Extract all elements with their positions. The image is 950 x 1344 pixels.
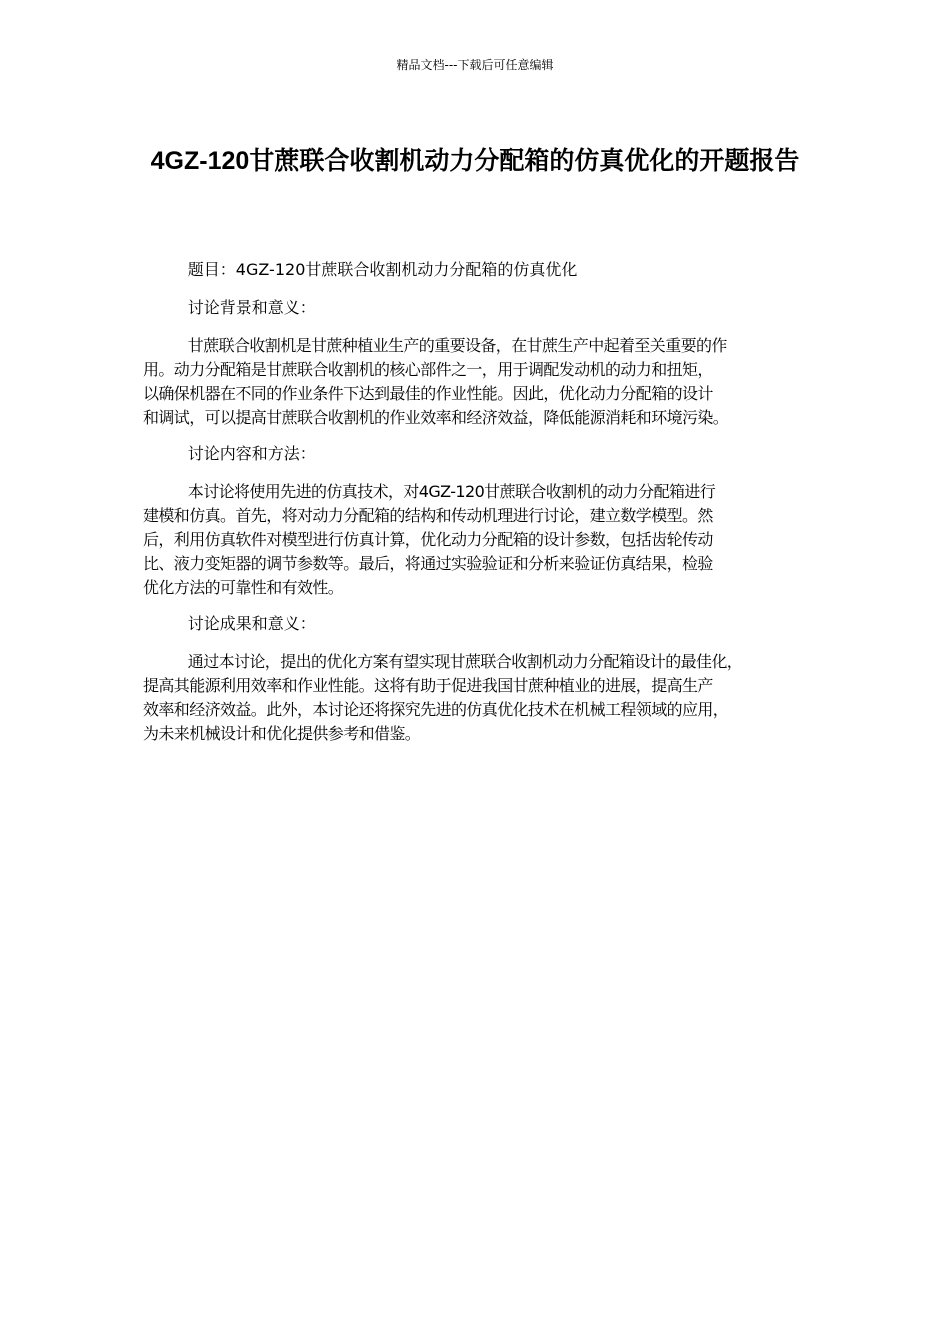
paragraph-line: 比、液力变矩器的调节参数等。最后，将通过实验验证和分析来验证仿真结果，检验 (143, 554, 713, 573)
paragraph-line: 和调试，可以提高甘蔗联合收割机的作业效率和经济效益，降低能源消耗和环境污染。 (143, 408, 729, 427)
document-title: 4GZ-120甘蔗联合收割机动力分配箱的仿真优化的开题报告 (150, 147, 800, 175)
results-heading: 讨论成果和意义： (187, 614, 316, 633)
background-heading: 讨论背景和意义： (187, 298, 316, 317)
paragraph-line: 后，利用仿真软件对模型进行仿真计算，优化动力分配箱的设计参数，包括齿轮传动 (143, 530, 713, 549)
background-paragraph (143, 334, 807, 430)
paragraph-line: 用。动力分配箱是甘蔗联合收割机的核心部件之一，用于调配发动机的动力和扭矩， (143, 360, 713, 379)
paragraph-line: 为未来机械设计和优化提供参考和借鉴。 (143, 724, 421, 743)
method-paragraph (143, 480, 807, 600)
method-heading: 讨论内容和方法： (187, 444, 316, 463)
paragraph-line: 提高其能源利用效率和作业性能。这将有助于促进我国甘蔗种植业的进展，提高生产 (143, 676, 713, 695)
paragraph-line: 通过本讨论，提出的优化方案有望实现甘蔗联合收割机动力分配箱设计的最佳化， (187, 652, 743, 671)
results-paragraph (143, 650, 807, 746)
paragraph-line: 以确保机器在不同的作业条件下达到最佳的作业性能。因此，优化动力分配箱的设计 (143, 384, 713, 403)
header-note: 精品文档---下载后可任意编辑 (396, 58, 554, 72)
topic-line: 题目：4GZ-120甘蔗联合收割机动力分配箱的仿真优化 (187, 260, 578, 279)
document-body (143, 258, 807, 758)
paragraph-line: 本讨论将使用先进的仿真技术，对4GZ-120甘蔗联合收割机的动力分配箱进行 (187, 482, 716, 501)
paragraph-line: 甘蔗联合收割机是甘蔗种植业生产的重要设备，在甘蔗生产中起着至关重要的作 (187, 336, 727, 355)
paragraph-line: 建模和仿真。首先，将对动力分配箱的结构和传动机理进行讨论，建立数学模型。然 (143, 506, 713, 525)
paragraph-line: 效率和经济效益。此外，本讨论还将探究先进的仿真优化技术在机械工程领域的应用， (143, 700, 729, 719)
paragraph-line: 优化方法的可靠性和有效性。 (143, 578, 344, 597)
